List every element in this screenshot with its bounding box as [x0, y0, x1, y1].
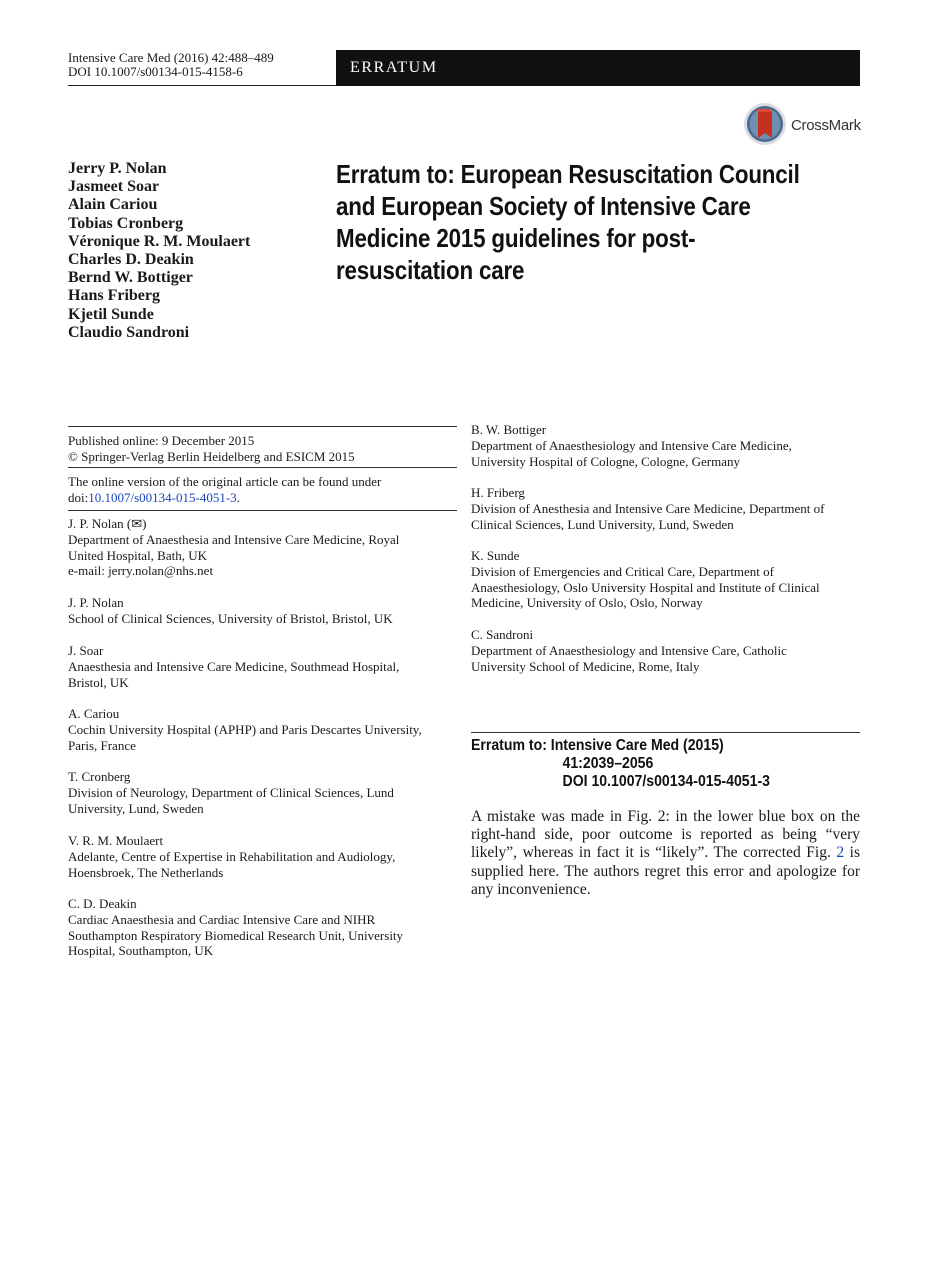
- affiliation-name: C. Sandroni: [471, 627, 534, 642]
- affiliation-name: B. W. Bottiger: [471, 422, 547, 437]
- affiliation-line: Hospital, Southampton, UK: [68, 943, 214, 959]
- affiliation: [68, 706, 422, 753]
- affiliation: [68, 643, 399, 690]
- affiliation-line: United Hospital, Bath, UK: [68, 547, 208, 563]
- affiliation-name: C. D. Deakin: [68, 896, 137, 911]
- divider: [471, 732, 860, 733]
- affiliation-line: Division of Anesthesia and Intensive Care Medicine, Department of: [471, 500, 825, 516]
- affiliation-line: School of Clinical Sciences, University of Bristol, Bristol, UK: [68, 610, 393, 626]
- author-name: Hans Friberg: [68, 287, 160, 305]
- affiliation-name: J. Soar: [68, 643, 104, 658]
- affiliation-name: T. Cronberg: [68, 769, 131, 784]
- original-note-text: The online version of the original article can be found under: [68, 474, 382, 489]
- author-name: Jerry P. Nolan: [68, 160, 167, 177]
- affiliation: [471, 422, 792, 469]
- affiliation-line: University Hospital of Cologne, Cologne, Germany: [471, 453, 740, 469]
- erratum-reference-heading: [471, 737, 770, 791]
- affiliation-line: Medicine, University of Oslo, Oslo, Norway: [471, 595, 703, 611]
- author-name: Kjetil Sunde: [68, 305, 154, 323]
- doi-prefix: doi:: [68, 489, 89, 505]
- heading-line: DOI 10.1007/s00134-015-4051-3: [562, 773, 770, 790]
- email-link[interactable]: e-mail: jerry.nolan@nhs.net: [68, 563, 214, 579]
- affiliation: [68, 769, 394, 816]
- divider: [68, 426, 457, 427]
- affiliation-name: J. P. Nolan: [68, 595, 124, 610]
- crossmark-icon: [743, 102, 787, 146]
- header-divider: [68, 85, 336, 86]
- crossmark-label: CrossMark: [791, 117, 861, 134]
- author-name: Tobias Cronberg: [68, 214, 184, 232]
- affiliation-line: Cochin University Hospital (APHP) and Paris Descartes University,: [68, 721, 422, 737]
- published-online: Published online: 9 December 2015: [68, 433, 255, 448]
- title-line: Erratum to: European Resuscitation Council: [336, 159, 800, 189]
- journal-citation: Intensive Care Med (2016) 42:488–489: [68, 50, 274, 65]
- journal-info: [68, 51, 274, 79]
- affiliation-line: Southampton Respiratory Biomedical Research Unit, University: [68, 927, 404, 943]
- affiliation: [471, 485, 824, 532]
- publication-info: [68, 433, 355, 465]
- heading-line: 41:2039–2056: [562, 755, 654, 772]
- affiliation-line: University School of Medicine, Rome, Italy: [471, 658, 700, 674]
- original-doi-link[interactable]: 10.1007/s00134-015-4051-3: [88, 489, 237, 505]
- original-article-note: [68, 474, 381, 506]
- affiliation: [471, 548, 820, 611]
- affiliation-line: Bristol, UK: [68, 674, 129, 690]
- doi-suffix: .: [236, 489, 240, 505]
- divider: [68, 467, 457, 468]
- author-name: Charles D. Deakin: [68, 251, 194, 269]
- erratum-banner: [336, 50, 860, 86]
- author-list: [68, 160, 250, 342]
- author-name: Bernd W. Bottiger: [68, 269, 193, 287]
- affiliation-line: Division of Neurology, Department of Clinical Sciences, Lund: [68, 784, 394, 800]
- divider: [68, 510, 457, 511]
- crossmark-badge[interactable]: [743, 102, 863, 148]
- author-name: Véronique R. M. Moulaert: [68, 232, 251, 250]
- article-doi: DOI 10.1007/s00134-015-4158-6: [68, 64, 243, 79]
- body-text: is supplied here. The authors regret this error and apologize for any inconvenience.: [471, 844, 860, 898]
- affiliation: [68, 516, 399, 579]
- affiliation-name: A. Cariou: [68, 706, 120, 721]
- original-doi-line: [68, 490, 381, 506]
- affiliation: [68, 833, 395, 880]
- affiliation-name: V. R. M. Moulaert: [68, 833, 164, 848]
- erratum-banner-label: ERRATUM: [350, 59, 438, 76]
- author-name: Alain Cariou: [68, 196, 158, 214]
- affiliation-line: Division of Emergencies and Critical Care, Department of: [471, 563, 774, 579]
- affiliation-line: Anaesthesiology, Oslo University Hospital and Institute of Clinical: [471, 579, 820, 595]
- title-line: Medicine 2015 guidelines for post-: [336, 223, 696, 253]
- affiliation-line: Hoensbroek, The Netherlands: [68, 864, 224, 880]
- title-line: resuscitation care: [336, 255, 525, 285]
- affiliation-line: University, Lund, Sweden: [68, 800, 204, 816]
- author-name: Claudio Sandroni: [68, 323, 190, 341]
- affiliation-line: Clinical Sciences, Lund University, Lund, Sweden: [471, 516, 734, 532]
- body-text: A mistake was made in Fig. 2: in the lower blue box on the right-hand side, poor outcome is reported as being “very likely”, whereas in fact it is “likely”. The corrected Fig.: [471, 808, 860, 862]
- affiliation-line: Department of Anaesthesia and Intensive Care Medicine, Royal: [68, 531, 400, 547]
- title-line: and European Society of Intensive Care: [336, 191, 751, 221]
- author-name: Jasmeet Soar: [68, 178, 160, 196]
- affiliation-name: H. Friberg: [471, 485, 525, 500]
- affiliation-line: Adelante, Centre of Expertise in Rehabilitation and Audiology,: [68, 848, 396, 864]
- article-title: [336, 158, 855, 286]
- affiliation-line: Department of Anaesthesiology and Intensive Care Medicine,: [471, 437, 792, 453]
- affiliation: [68, 896, 403, 959]
- affiliation-line: Anaesthesia and Intensive Care Medicine, Southmead Hospital,: [68, 658, 400, 674]
- affiliation: [471, 627, 787, 674]
- affiliation: [68, 595, 393, 627]
- affiliation-name: J. P. Nolan (✉): [68, 516, 147, 531]
- affiliation-line: Cardiac Anaesthesia and Cardiac Intensive Care and NIHR: [68, 911, 376, 927]
- erratum-body: [471, 808, 860, 899]
- affiliation-line: Department of Anaesthesiology and Intensive Care, Catholic: [471, 642, 787, 658]
- figure-link[interactable]: 2: [836, 844, 845, 862]
- heading-line: Erratum to: Intensive Care Med (2015): [471, 737, 724, 754]
- copyright: © Springer-Verlag Berlin Heidelberg and ESICM 2015: [68, 448, 355, 464]
- affiliation-line: Paris, France: [68, 737, 136, 753]
- affiliation-name: K. Sunde: [471, 548, 520, 563]
